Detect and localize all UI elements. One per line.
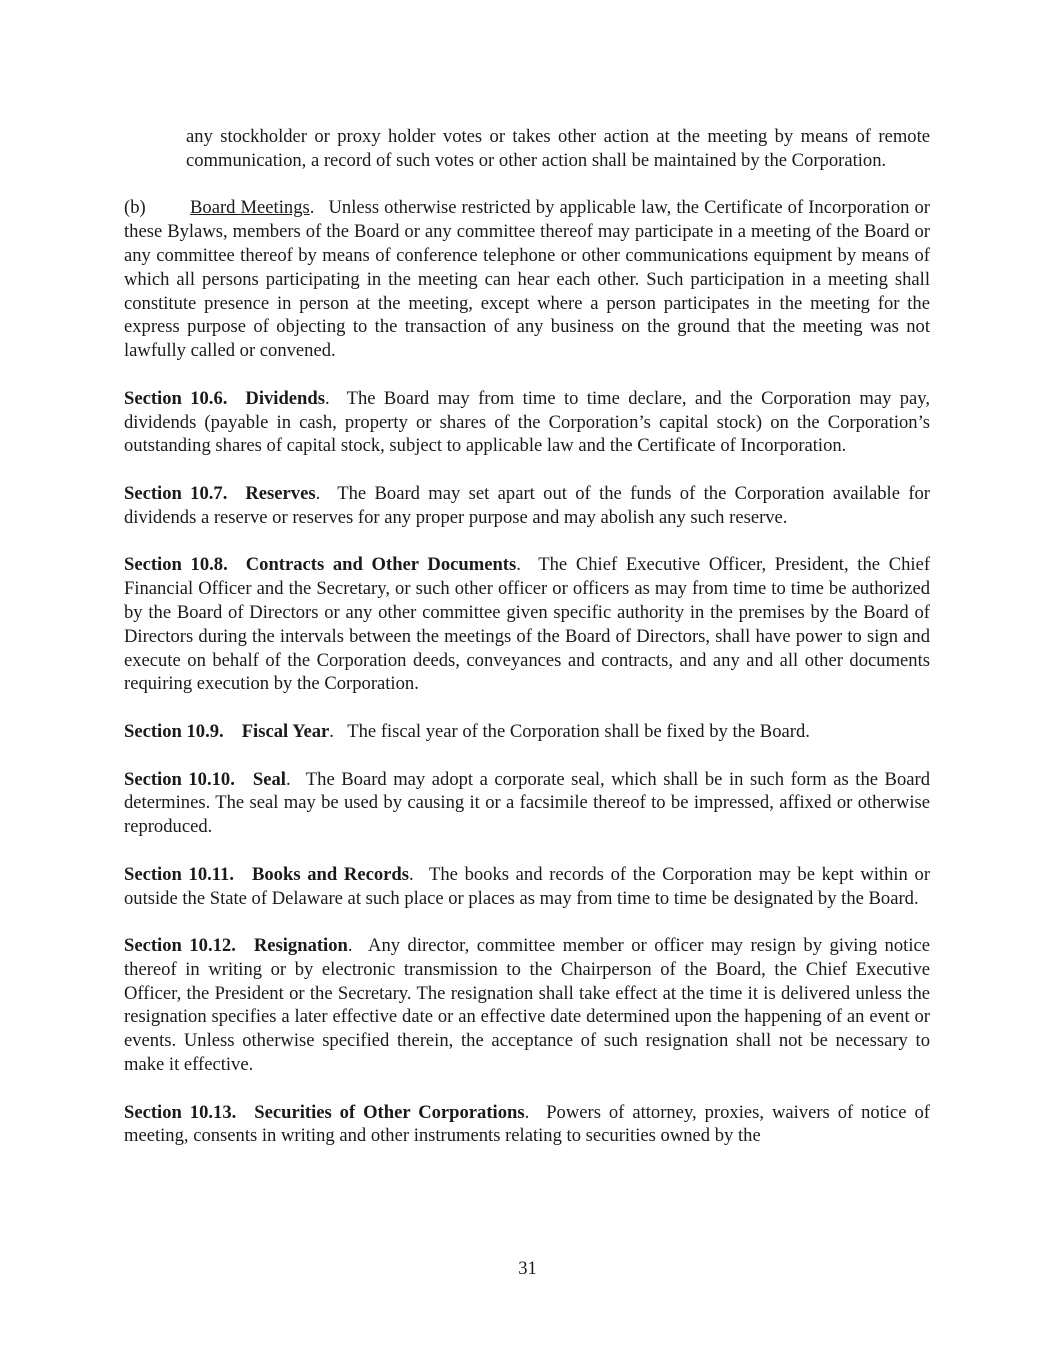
section-body: The Chief Executive Officer, President, the Chief Financial Officer and the Secretary, or such other officer or officers as may from time to time be authorized by the Board of Directors or any other committee given specific authority in the premises by the Board of Directors during the intervals between the meetings of the Board of Directors, shall have power to sign and execute on behalf of the Corporation deeds, conveyances and contracts, and any and all other documents requiring execution by the Corporation. <box>124 554 931 695</box>
section-number: Section 10.11. <box>124 863 234 885</box>
page-number: 31 <box>518 1258 537 1279</box>
section-title: Seal <box>252 768 286 790</box>
section-10-13: Section 10.13. Securities of Other Corporations. Powers of attorney, proxies, waivers of notice of meeting, consents in writing and other instruments relating to securities owned by the <box>124 1101 930 1147</box>
section-number: Section 10.6. <box>124 387 228 409</box>
section-title: Fiscal Year <box>241 720 330 742</box>
continuation-paragraph: any stockholder or proxy holder votes or takes other action at the meeting by means of remote communication, a record of such votes or other action shall be maintained by the Corporation. <box>186 126 930 171</box>
section-number: Section 10.12. <box>124 935 236 957</box>
document-page <box>124 125 930 1148</box>
section-title: Securities of Other Corporations <box>254 1101 525 1123</box>
section-title: Books and Records <box>251 863 409 885</box>
section-10-6: Section 10.6. Dividends. The Board may from time to time declare, and the Corporation may pay, dividends (payable in cash, property or shares of the Corporation’s capital stock) on the Corporation’s outstanding shares of capital stock, subject to applicable law and the Certificate of Incorporation. <box>124 387 931 457</box>
section-title: Resignation <box>253 935 348 957</box>
subsection-body: Unless otherwise restricted by applicable law, the Certificate of Incorporation or these Bylaws, members of the Board or any committee thereof may participate in a meeting of the Board or any committee thereof by means of conference telephone or other communications equipment by means of which all persons participating in the meeting can hear each other. Such participation in a meeting shall constitute presence in person at the meeting, except where a person participates in the meeting for the express purpose of objecting to the transaction of any business on the ground that the meeting was not lawfully called or convened. <box>124 197 930 362</box>
section-body: The Board may adopt a corporate seal, which shall be in such form as the Board determines. The seal may be used by causing it or a facsimile thereof to be impressed, affixed or otherwise reproduced. <box>124 768 930 838</box>
section-body: Any director, committee member or officer may resign by giving notice thereof in writing or by electronic transmission to the Chairperson of the Board, the Chief Executive Officer, the President or the Secretary. The resignation shall take effect at the time it is delivered unless the resignation specifies a later effective date or an effective date determined upon the happening of an event or events. Unless otherwise specified therein, the acceptance of such resignation shall not be necessary to make it effective. <box>124 935 930 1076</box>
section-10-12: Section 10.12. Resignation. Any director, committee member or officer may resign by giving notice thereof in writing or by electronic transmission to the Chairperson of the Board, the Chief Executive Officer, the President or the Secretary. The resignation shall take effect at the time it is delivered unless the resignation specifies a later effective date or an effective date determined upon the happening of an event or events. Unless otherwise specified therein, the acceptance of such resignation shall not be necessary to make it effective. <box>124 935 930 1076</box>
section-10-11: Section 10.11. Books and Records. The books and records of the Corporation may be kept within or outside the State of Delaware at such place or places as may from time to time be designated by the Board. <box>124 863 931 909</box>
section-body: The books and records of the Corporation may be kept within or outside the State of Delaware at such place or places as may from time to time be designated by the Board. <box>124 863 931 909</box>
section-body: Powers of attorney, proxies, waivers of notice of meeting, consents in writing and other instruments relating to securities owned by the <box>124 1101 930 1147</box>
section-10-7: Section 10.7. Reserves. The Board may set apart out of the funds of the Corporation available for dividends a reserve or reserves for any proper purpose and may abolish any such reserve. <box>124 482 931 528</box>
section-title: Dividends <box>245 387 325 409</box>
section-10-8: Section 10.8. Contracts and Other Documents. The Chief Executive Officer, President, the Chief Financial Officer and the Secretary, or such other officer or officers as may from time to time be authorized by the Board of Directors or any other committee given specific authority in the premises by the Board of Directors during the intervals between the meetings of the Board of Directors, shall have power to sign and execute on behalf of the Corporation deeds, conveyances and contracts, and any and all other documents requiring execution by the Corporation. <box>124 554 931 695</box>
section-body: The fiscal year of the Corporation shall be fixed by the Board. <box>347 720 810 742</box>
section-number: Section 10.7. <box>124 482 228 504</box>
section-number: Section 10.8. <box>124 554 228 576</box>
section-body: The Board may set apart out of the funds of the Corporation available for dividends a reserve or reserves for any proper purpose and may abolish any such reserve. <box>124 482 931 528</box>
subsection-title: Board Meetings <box>190 197 310 219</box>
section-number: Section 10.9. <box>124 720 224 742</box>
section-title: Contracts and Other Documents <box>245 554 517 576</box>
section-number: Section 10.10. <box>124 768 235 790</box>
board-meetings-paragraph: (b) Board Meetings. Unless otherwise restricted by applicable law, the Certificate of Incorporation or these Bylaws, members of the Board or any committee thereof may participate in a meeting of the Board or any committee thereof by means of conference telephone or other communications equipment by means of which all persons participating in the meeting can hear each other. Such participation in a meeting shall constitute presence in person at the meeting, except where a person participates in the meeting for the express purpose of objecting to the transaction of any business on the ground that the meeting was not lawfully called or convened. <box>124 197 930 362</box>
section-body: The Board may from time to time declare, and the Corporation may pay, dividends (payable in cash, property or shares of the Corporation’s capital stock) on the Corporation’s outstanding shares of capital stock, subject to applicable law and the Certificate of Incorporation. <box>124 387 931 457</box>
section-number: Section 10.13. <box>124 1101 237 1123</box>
section-10-9: Section 10.9. Fiscal Year. The fiscal year of the Corporation shall be fixed by the Board. <box>124 720 810 742</box>
section-10-10: Section 10.10. Seal. The Board may adopt a corporate seal, which shall be in such form as the Board determines. The seal may be used by causing it or a facsimile thereof to be impressed, affixed or otherwise reproduced. <box>124 768 930 838</box>
subsection-label: (b) <box>124 197 146 219</box>
section-title: Reserves <box>245 482 316 504</box>
